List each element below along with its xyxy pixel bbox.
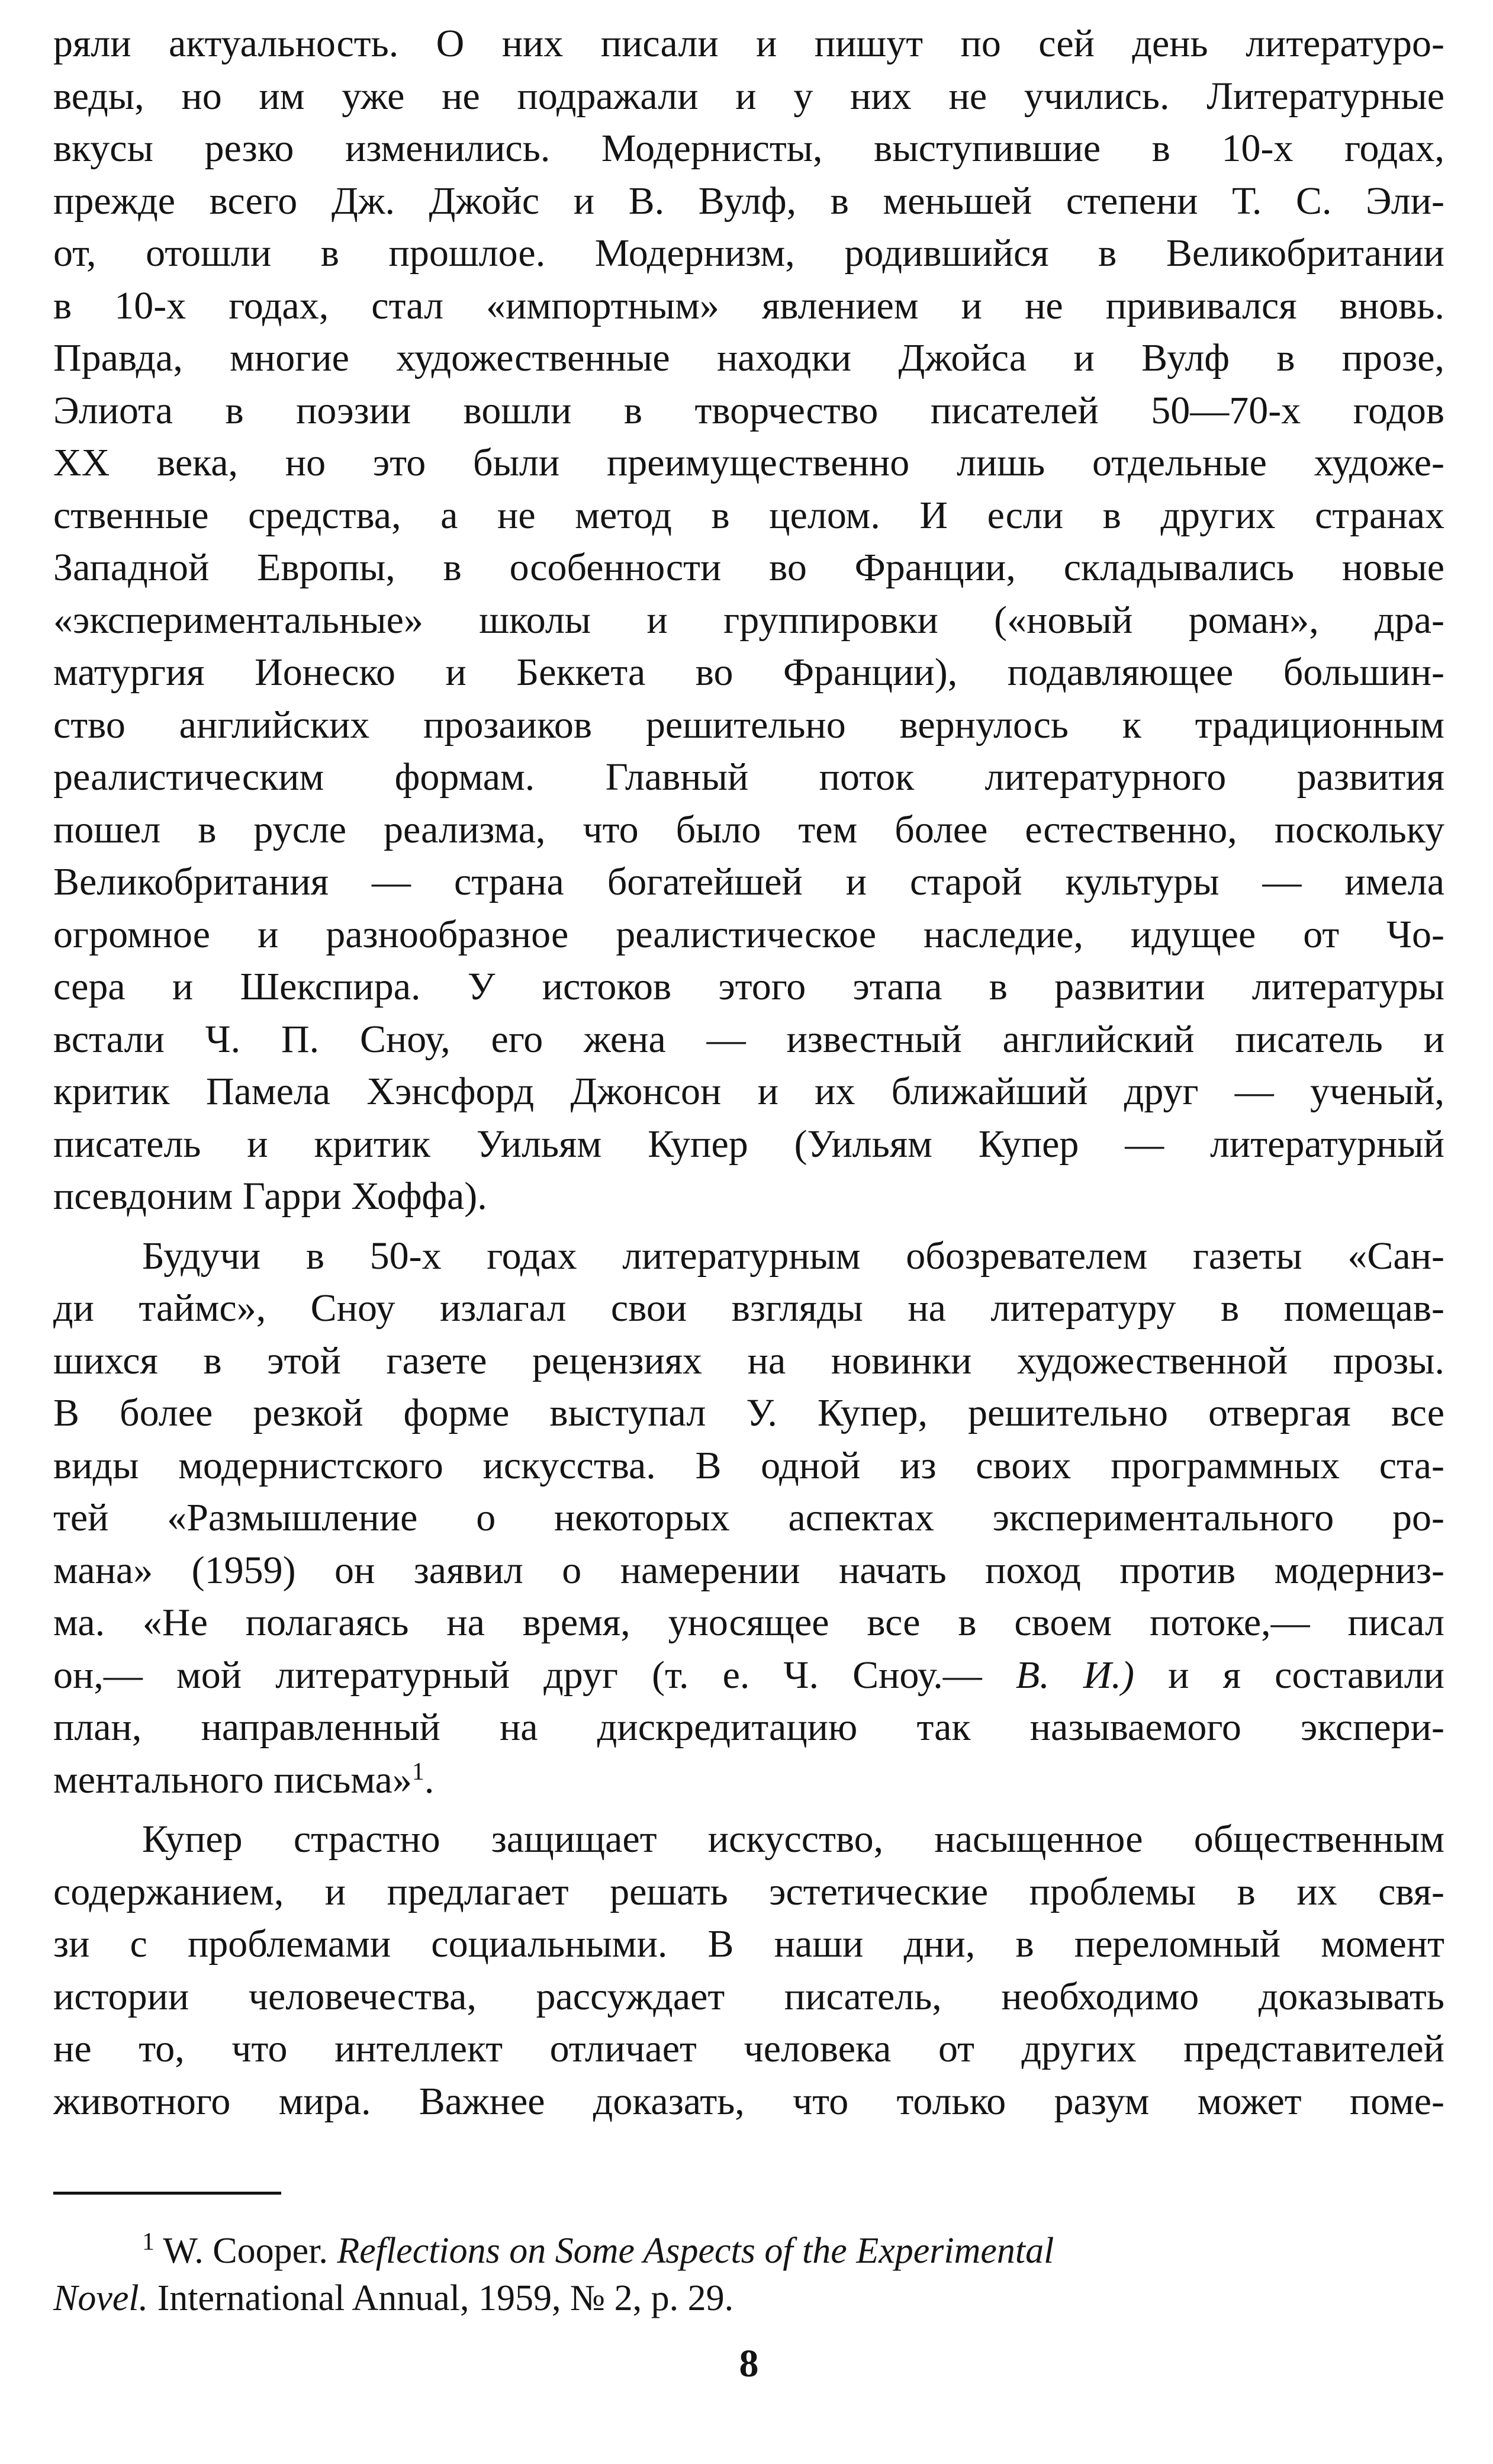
text-run: ментального письма» (53, 1758, 412, 1802)
text-line: истории человечества, рассуждает писатель, необходимо доказывать (53, 1974, 1444, 2018)
text-line: В более резкой форме выступал У. Купер, решительно отвергая все (53, 1391, 1444, 1434)
text-line: Великобритания — страна богатейшей и старой культуры — имела (53, 860, 1444, 903)
text-line: реалистическим формам. Главный поток литературного развития (53, 755, 1444, 799)
text-line: план, направленный на дискредитацию так называемого экспери- (53, 1706, 1444, 1749)
paragraph-2 (53, 1230, 1444, 1807)
text-line: сера и Шекспира. У истоков этого этапа в развитии литературы (53, 965, 1444, 1008)
text-line: веды, но им уже не подражали и у них не учились. Литературные (53, 74, 1444, 118)
text-line: Будучи в 50-х годах литературным обозревателем газеты «Сан- (142, 1234, 1444, 1278)
text-line: писатель и критик Уильям Купер (Уильям Купер — литературный (53, 1122, 1444, 1166)
text-line: животного мира. Важнее доказать, что только разум может поме- (53, 2079, 1444, 2123)
text-line: содержанием, и предлагает решать эстетические проблемы в их свя- (53, 1870, 1444, 1913)
text-line: критик Памела Хэнсфорд Джонсон и их ближайший друг — ученый, (53, 1070, 1444, 1113)
text-line: матургия Ионеско и Беккета во Франции), подавляющее большин- (53, 651, 1444, 694)
text-line: ряли актуальность. О них писали и пишут по сей день литературо- (53, 22, 1444, 65)
author-initials-italic: В. И.) (1015, 1653, 1135, 1697)
footnote-line (53, 2227, 1444, 2275)
text-line: зи с проблемами социальными. В наши дни, в переломный момент (53, 1922, 1444, 1966)
text-line: прежде всего Дж. Джойс и В. Вулф, в меньшей степени Т. С. Эли- (53, 179, 1444, 223)
text-line: мана» (1959) он заявил о намерении начать поход против модерниз- (53, 1548, 1444, 1592)
text-line: вкусы резко изменились. Модернисты, выступившие в 10-х годах, (53, 127, 1444, 170)
footnote-source: International Annual, 1959, № 2, p. 29. (157, 2278, 734, 2318)
footnote (53, 2227, 1444, 2322)
text-line: Западной Европы, в особенности во Франции, складывались новые (53, 546, 1444, 589)
text-run: он,— мой литературный друг (т. е. Ч. Сноу.— (53, 1653, 1016, 1697)
text-line: «экспериментальные» школы и группировки («новый роман», дра- (53, 598, 1444, 642)
paragraph-3 (53, 1813, 1444, 2128)
text-run: и я составили (1134, 1653, 1444, 1697)
text-line-with-note (53, 1754, 1444, 1807)
footnote-title: Reflections on Some Aspects of the Experimental (337, 2231, 1054, 2271)
text-line-with-italic (53, 1649, 1444, 1702)
text-line: пошел в русле реализма, что было тем более естественно, поскольку (53, 808, 1444, 851)
footnote-author: W. Cooper. (163, 2231, 328, 2271)
main-text (53, 18, 1444, 2128)
page-number: 8 (739, 2342, 759, 2385)
text-line: Элиота в поэзии вошли в творчество писателей 50—70-х годов (53, 388, 1444, 432)
text-line: виды модернистского искусства. В одной из своих программных ста- (53, 1443, 1444, 1487)
footnote-reference[interactable]: 1 (411, 1758, 424, 1786)
text-line: в 10-х годах, стал «импортным» явлением и не прививался вновь. (53, 284, 1444, 327)
footnote-title-cont: Novel. (53, 2278, 149, 2318)
text-line: ди таймс», Сноу излагал свои взгляды на литературу в помещав- (53, 1286, 1444, 1330)
text-line: Купер страстно защищает искусство, насыщенное общественным (142, 1818, 1444, 1861)
footnote-divider (53, 2192, 281, 2195)
footnote-mark: 1 (142, 2228, 155, 2256)
text-line: ственные средства, а не метод в целом. И если в других странах (53, 493, 1444, 537)
text-line: огромное и разнообразное реалистическое наследие, идущее от Чо- (53, 912, 1444, 956)
paragraph-gap (53, 1806, 1444, 1813)
text-line: Правда, многие художественные находки Джойса и Вулф в прозе, (53, 336, 1444, 379)
paragraph-gap (53, 1223, 1444, 1230)
text-line: встали Ч. П. Сноу, его жена — известный английский писатель и (53, 1017, 1444, 1061)
text-line: XX века, но это были преимущественно лишь отдельные художе- (53, 441, 1444, 484)
text-line: псевдоним Гарри Хоффа). (53, 1175, 487, 1218)
text-line: ма. «Не полагаясь на время, уносящее все в своем потоке,— писал (53, 1601, 1444, 1644)
text-run: . (424, 1758, 435, 1802)
text-line: ство английских прозаиков решительно вернулось к традиционным (53, 703, 1444, 747)
text-line: тей «Размышление о некоторых аспектах экспериментального ро- (53, 1496, 1444, 1539)
text-line: от, отошли в прошлое. Модернизм, родившийся в Великобритании (53, 231, 1444, 275)
paragraph-1 (53, 18, 1444, 1223)
book-page (53, 0, 1444, 2464)
text-line: не то, что интеллект отличает человека от других представителей (53, 2027, 1444, 2070)
footnote-line (53, 2275, 1444, 2322)
text-line: шихся в этой газете рецензиях на новинки художественной прозы. (53, 1339, 1444, 1382)
